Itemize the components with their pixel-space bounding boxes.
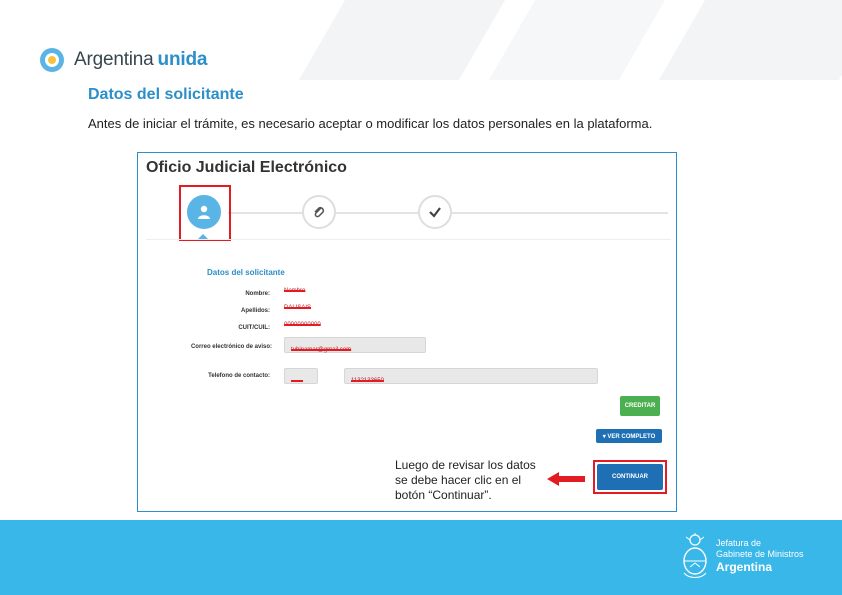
coat-of-arms-icon bbox=[681, 533, 709, 579]
arrow-left-icon bbox=[547, 472, 585, 486]
intro-text: Antes de iniciar el trámite, es necesario aceptar o modificar los datos personales en la plataforma. bbox=[88, 116, 653, 131]
steps-divider bbox=[146, 239, 671, 240]
label-cuit: CUIT/CUIL: bbox=[238, 325, 270, 331]
instruction-note: Luego de revisar los datos se debe hacer clic en el botón “Continuar”. bbox=[395, 458, 545, 503]
acreditar-button[interactable]: CREDITAR bbox=[620, 396, 660, 416]
value-apellidos: DALISAIS bbox=[284, 305, 312, 311]
screenshot-title: Oficio Judicial Electrónico bbox=[146, 159, 347, 176]
paperclip-icon[interactable] bbox=[302, 195, 336, 229]
embedded-screenshot bbox=[137, 152, 677, 512]
label-apellidos: Apellidos: bbox=[240, 308, 270, 314]
value-nombre: Nombre bbox=[284, 288, 306, 294]
continuar-highlight bbox=[593, 460, 667, 494]
ministry-name bbox=[716, 538, 804, 573]
header-decoration bbox=[282, 0, 842, 80]
value-phone: 1132133650 bbox=[351, 378, 384, 384]
continuar-button[interactable]: CONTINUAR bbox=[597, 464, 663, 490]
ministry-line-3: Argentina bbox=[716, 560, 773, 574]
value-phone-prefix: ------ bbox=[291, 378, 303, 384]
value-cuit: 00000000000 bbox=[284, 322, 321, 328]
check-icon[interactable] bbox=[418, 195, 452, 229]
ver-completo-button[interactable]: ▾ VER COMPLETO bbox=[596, 429, 662, 443]
phone-area-field[interactable] bbox=[284, 368, 318, 384]
ministry-line-2: Gabinete de Ministros bbox=[716, 549, 804, 559]
heart-icon bbox=[40, 48, 64, 72]
form-title: Datos del solicitante bbox=[207, 268, 285, 277]
brand-name: Argentina unida bbox=[74, 49, 208, 70]
label-phone: Telefono de contacto: bbox=[208, 373, 270, 379]
step-highlight bbox=[179, 185, 231, 241]
email-field[interactable] bbox=[284, 337, 426, 353]
section-heading: Datos del solicitante bbox=[88, 86, 244, 103]
ministry-line-1: Jefatura de bbox=[716, 538, 762, 548]
brand-logo bbox=[40, 48, 207, 72]
phone-field[interactable] bbox=[344, 368, 598, 384]
label-nombre: Nombre: bbox=[245, 291, 270, 297]
value-email: tuhinamar@gmail.com bbox=[291, 347, 352, 353]
label-email: Correo electrónico de aviso: bbox=[190, 344, 272, 350]
